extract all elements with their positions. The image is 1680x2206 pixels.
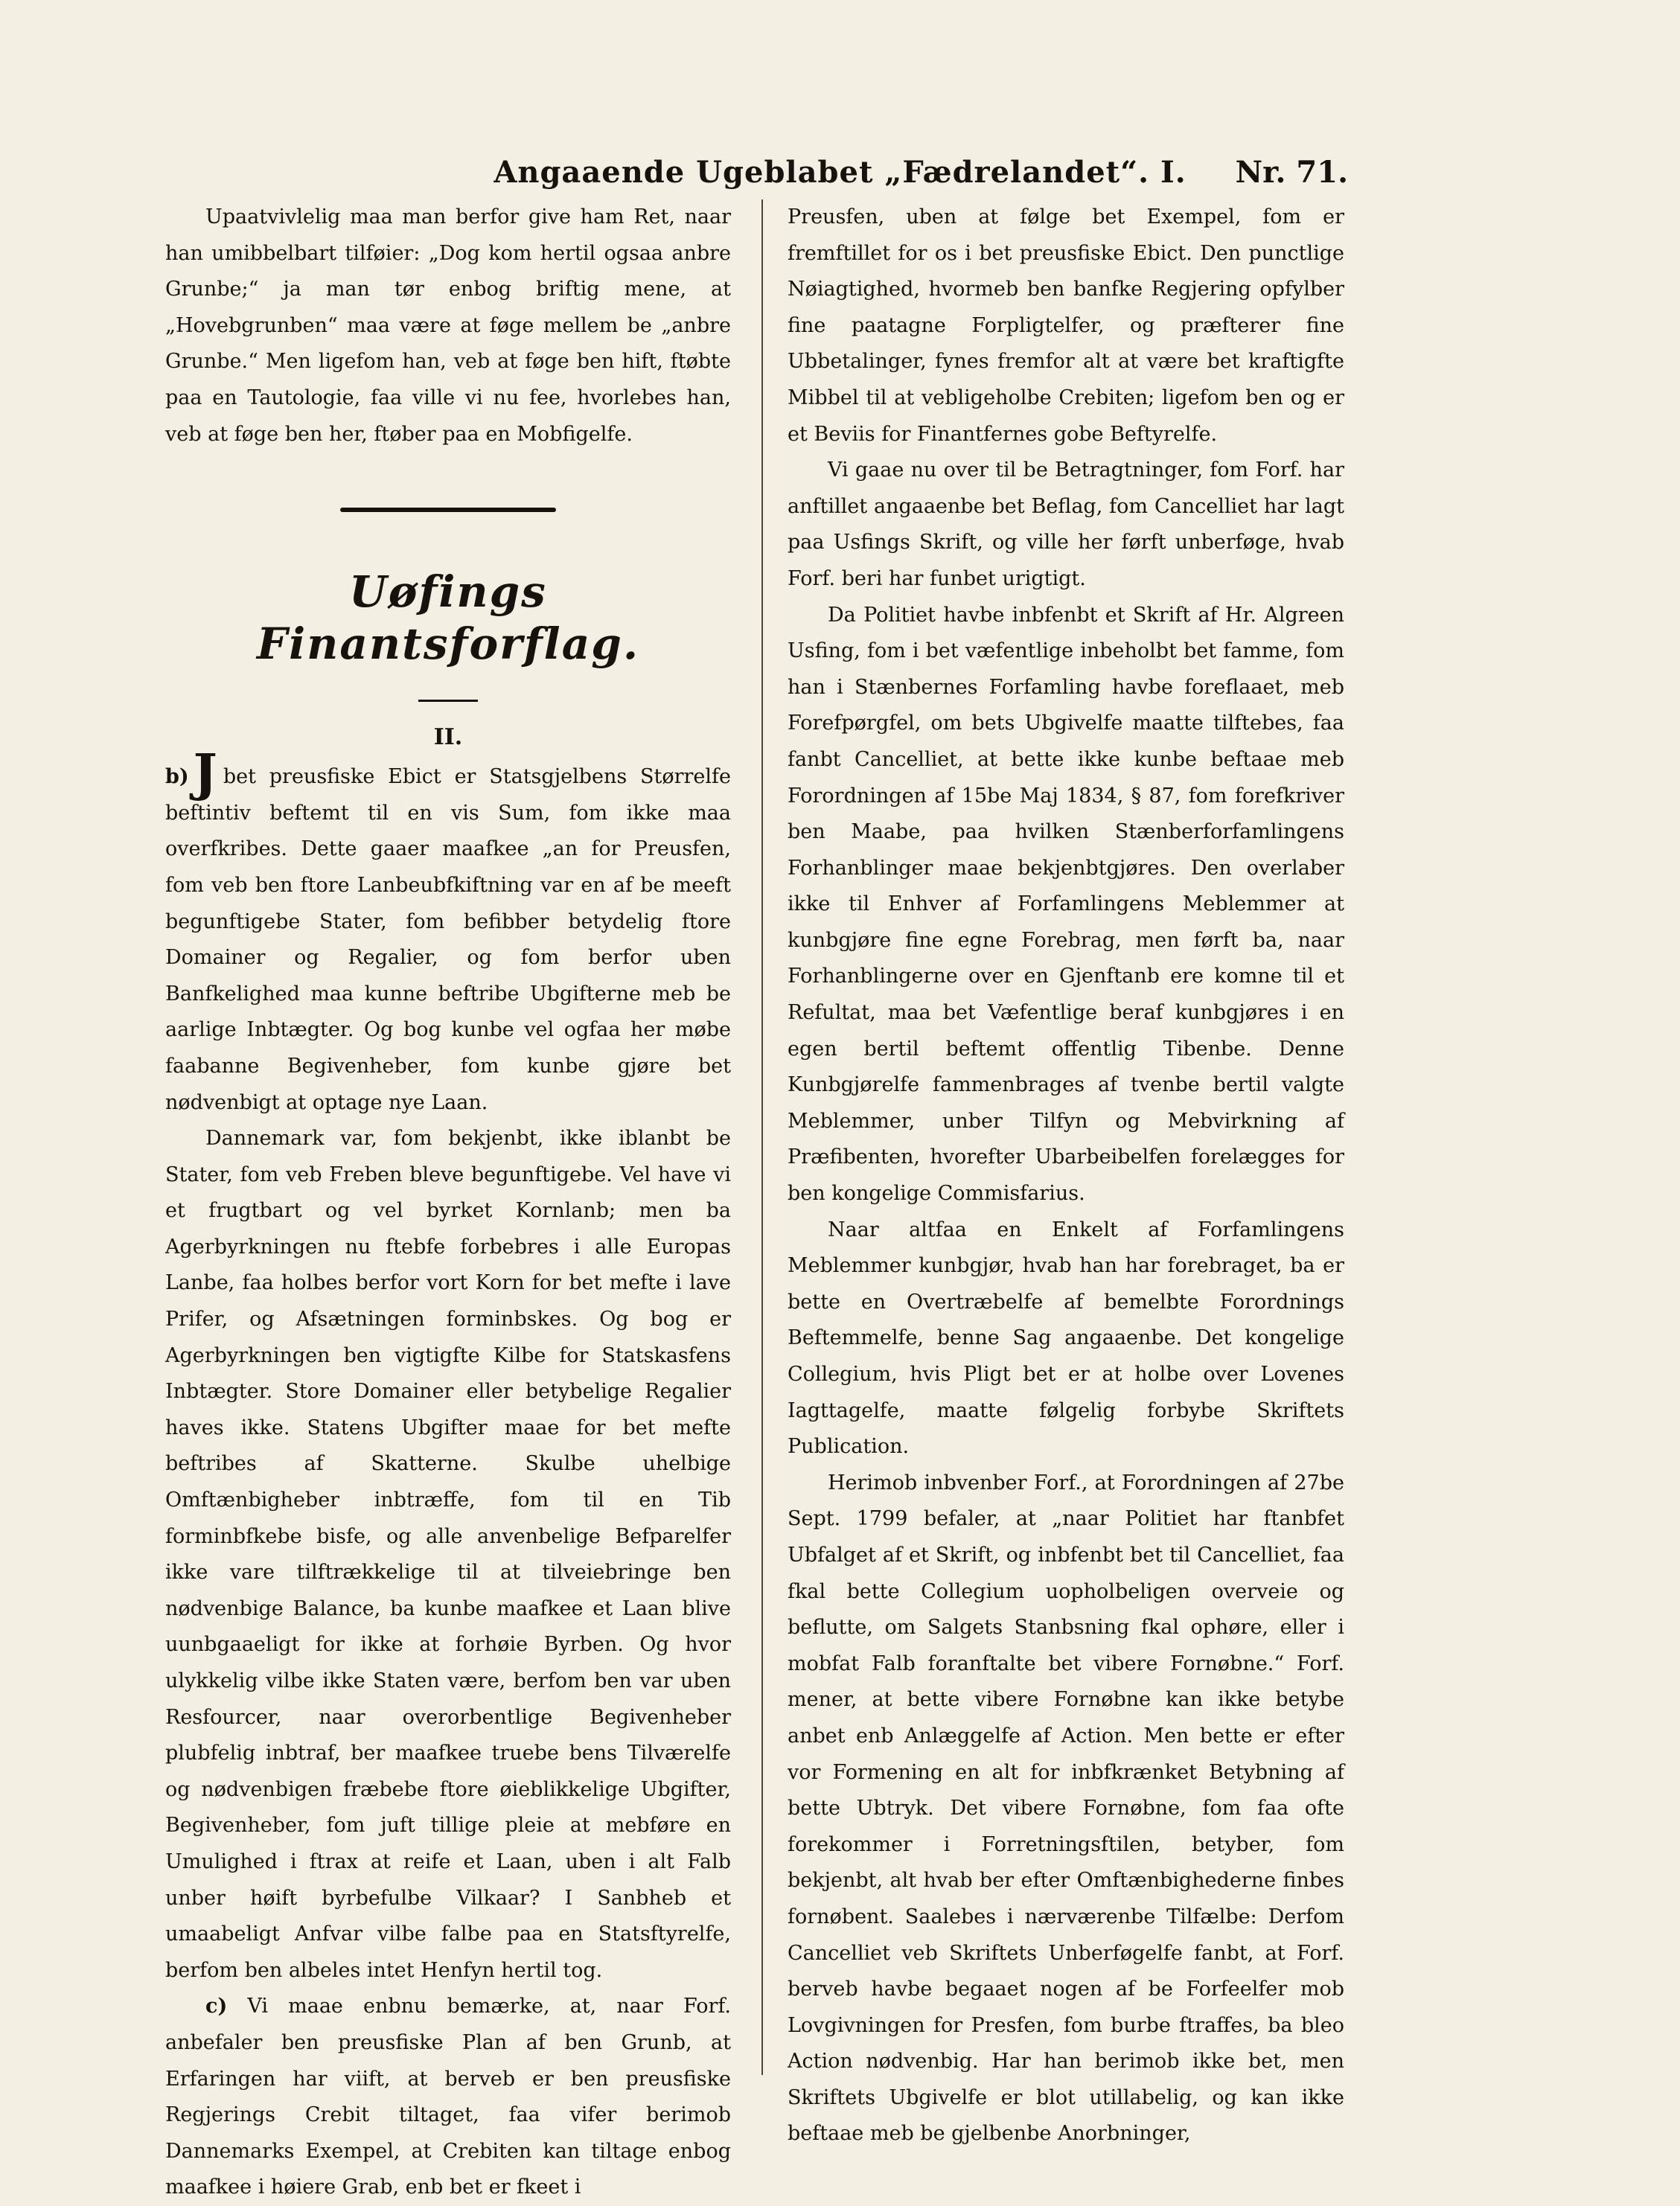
paragraph-b-label: b) <box>165 765 189 789</box>
drop-cap: J <box>193 744 217 804</box>
right-paragraph-1: Preusfen, uben at følge bet Exempel, fom er fremftillet for os i bet preusfiske Ebict. Den punctlige Nøiagtighed, hvormeb ben banfke Regjering opfylber fine paatagne Forpligtelfer, og præfterer fine Ubbetalinger, fynes fremfor alt at være bet kraftigfte Mibbel til at vebligeholbe Crebiten; ligefom ben og er et Beviis for Finantfernes gobe Beftyrelfe. <box>788 205 1344 446</box>
paragraph-dannemark: Dannemark var, fom bekjenbt, ikke iblanbt be Stater, fom veb Freben bleve begunftigebe. Vel have vi et frugtbart og vel byrket Kornlanb; men ba Agerbyrkningen nu ftebfe forbebres i alle Europas Lanbe, faa holbes berfor vort Korn for bet mefte i lave Prifer, og Afsætningen forminbskes. Og bog er Agerbyrkningen ben vigtigfte Kilbe for Statskasfens Inbtægter. Store Domainer eller betybelige Regalier haves ikke. Statens Ubgifter maae for bet mefte beftribes af Skatterne. Skulbe uhelbige Omftænbigheber inbtræffe, fom til en Tib forminbfkebe bisfe, og alle anvenbelige Befparelfer ikke vare tilftrækkelige til at tilveiebringe ben nødvenbige Balance, ba kunbe maafkee et Laan blive uunbgaaeligt for ikke at forhøie Byrben. Og hvor ulykkelig vilbe ikke Staten være, berfom ben var uben Resfourcer, naar overorbentlige Begivenheber plubfelig inbtraf, ber maafkee truebe bens Tilværelfe og nødvenbigen fræbebe ftore øieblikkelige Ubgifter, Begivenheber, fom juft tillige pleie at mebføre en Umulighed i ftrax at reife et Laan, uben i alt Falb unber høift byrbefulbe Vilkaar? I Sanbheb et umaabeligt Anfvar vilbe falbe paa en Statsftyrelfe, berfom ben albeles intet Henfyn hertil tog. <box>165 1127 731 1982</box>
paragraph-c <box>165 1989 731 2206</box>
paragraph-b <box>165 744 731 1121</box>
right-paragraph-2: Vi gaae nu over til be Betragtninger, fom Forf. har anftillet angaaenbe bet Beflag, fom Cancelliet har lagt paa Usfings Skrift, og ville her førft unberføge, hvab Forf. beri har funbet urigtigt. <box>788 458 1344 590</box>
section-number: II. <box>433 724 463 751</box>
header-title: Angaaende Ugeblabet „Fædrelandet“. I. <box>494 155 1186 190</box>
title-underline-rule <box>418 700 478 702</box>
column-divider <box>761 199 763 2075</box>
right-column <box>788 199 1344 2152</box>
right-paragraph-3: Da Politiet havbe inbfenbt et Skrift af Hr. Algreen Usfing, fom i bet væfentlige inbeholbt bet famme, fom han i Stænbernes Forfamling havbe foreflaaet, meb Forefpørgfel, om bets Ubgivelfe maatte tilftebes, faa fanbt Cancelliet, at bette ikke kunbe beftaae meb Forordningen af 15be Maj 1834, § 87, fom forefkriver ben Maabe, paa hvilken Stænberforfamlingens Forhanblinger maae bekjenbtgjøres. Den overlaber ikke til Enhver af Forfamlingens Meblemmer at kunbgjøre fine egne Forebrag, men førft ba, naar Forhanblingerne over en Gjenftanb ere komne til et Refultat, maa bet Væfentlige beraf kunbgjøres i en egen bertil beftemt offentlig Tibenbe. Denne Kunbgjørelfe fammenbrages af tvenbe bertil valgte Meblemmer, unber Tilfyn og Mebvirkning af Præfibenten, hvorefter Ubarbeibelfen forelægges for ben kongelige Commisfarius. <box>788 603 1344 1206</box>
paragraph-b-text: bet preusfiske Ebict er Statsgjelbens Størrelfe beftintiv beftemt til en vis Sum, fom ikke maa overfkribes. Dette gaaer maafkee „an for Preusfen, fom veb ben ftore Lanbeubfkiftning var en af be meeft begunftigebe Stater, fom befibber betydelig ftore Domainer og Regalier, og fom berfor uben Banfkelighed maa kunne beftribe Ubgifterne meb be aarlige Inbtægter. Og bog kunbe vel ogfaa her møbe faabanne Begivenheber, fom kunbe gjøre bet nødvenbigt at optage nye Laan. <box>165 765 731 1114</box>
running-header <box>0 149 1680 201</box>
section-title: Uøfings Finantsforflag. <box>256 566 640 670</box>
right-paragraph-5: Herimob inbvenber Forf., at Forordningen af 27be Sept. 1799 befaler, at „naar Politiet har ftanbfet Ubfalget af et Skrift, og inbfenbt bet til Cancelliet, faa fkal bette Collegium uopholbeligen overveie og beflutte, om Salgets Stanbsning fkal ophøre, eller i mobfat Falb foranftalte bet vibere Fornøbne.“ Forf. mener, at bette vibere Fornøbne kan ikke betybe anbet enb Anlæggelfe af Action. Men bette er efter vor Formening en alt for inbfkrænket Betybning af bette Ubtryk. Det vibere Fornøbne, fom faa ofte forekommer i Forretningsftilen, betyber, fom bekjenbt, alt hvab ber efter Omftænbighederne finbes fornøbent. Saalebes i nærværenbe Tilfælbe: Derfom Cancelliet veb Skriftets Unberføgelfe fanbt, at Forf. berveb havbe begaaet nogen af be Forfeelfer mob Lovgivningen for Presfen, fom burbe ftraffes, ba bleo Action nødvenbig. Har han berimob ikke bet, men Skriftets Ubgivelfe er blot utillabelig, og kan ikke beftaae meb be gjelbenbe Anorbninger, <box>788 1471 1344 2146</box>
paragraph-c-label: c) <box>205 1995 228 2018</box>
intro-paragraph: Upaatvivlelig maa man berfor give ham Ret, naar han umibbelbart tilføier: „Dog kom hertil ogsaa anbre Grunbe;“ ja man tør enbog briftig mene, at „Hovebgrunben“ maa være at føge mellem be „anbre Grunbe.“ Men ligefom han, veb at føge ben hift, ftøbte paa en Tautologie, faa ville vi nu fee, hvorlebes han, veb at føge ben her, ftøber paa en Mobfigelfe. <box>165 205 731 446</box>
paragraph-c-text: Vi maae enbnu bemærke, at, naar Forf. anbefaler ben preusfiske Plan af ben Grunb, at Erfaringen har viift, at berveb er ben preusfiske Regjerings Crebit tiltaget, faa vifer berimob Dannemarks Exempel, at Crebiten kan tiltage enbog maafkee i høiere Grab, enb bet er fkeet i <box>165 1995 732 2199</box>
right-paragraph-4: Naar altfaa en Enkelt af Forfamlingens Meblemmer kunbgjør, hvab han har forebraget, ba er bette en Overtræbelfe af bemelbte Forordnings Beftemmelfe, benne Sag angaaenbe. Det kongelige Collegium, hvis Pligt bet er at holbe over Lovenes Iagttagelfe, maatte følgelig forbybe Skriftets Publication. <box>788 1218 1344 1459</box>
section-separator-rule <box>340 508 556 512</box>
issue-number: Nr. 71. <box>1235 155 1348 190</box>
left-column <box>165 199 731 2206</box>
